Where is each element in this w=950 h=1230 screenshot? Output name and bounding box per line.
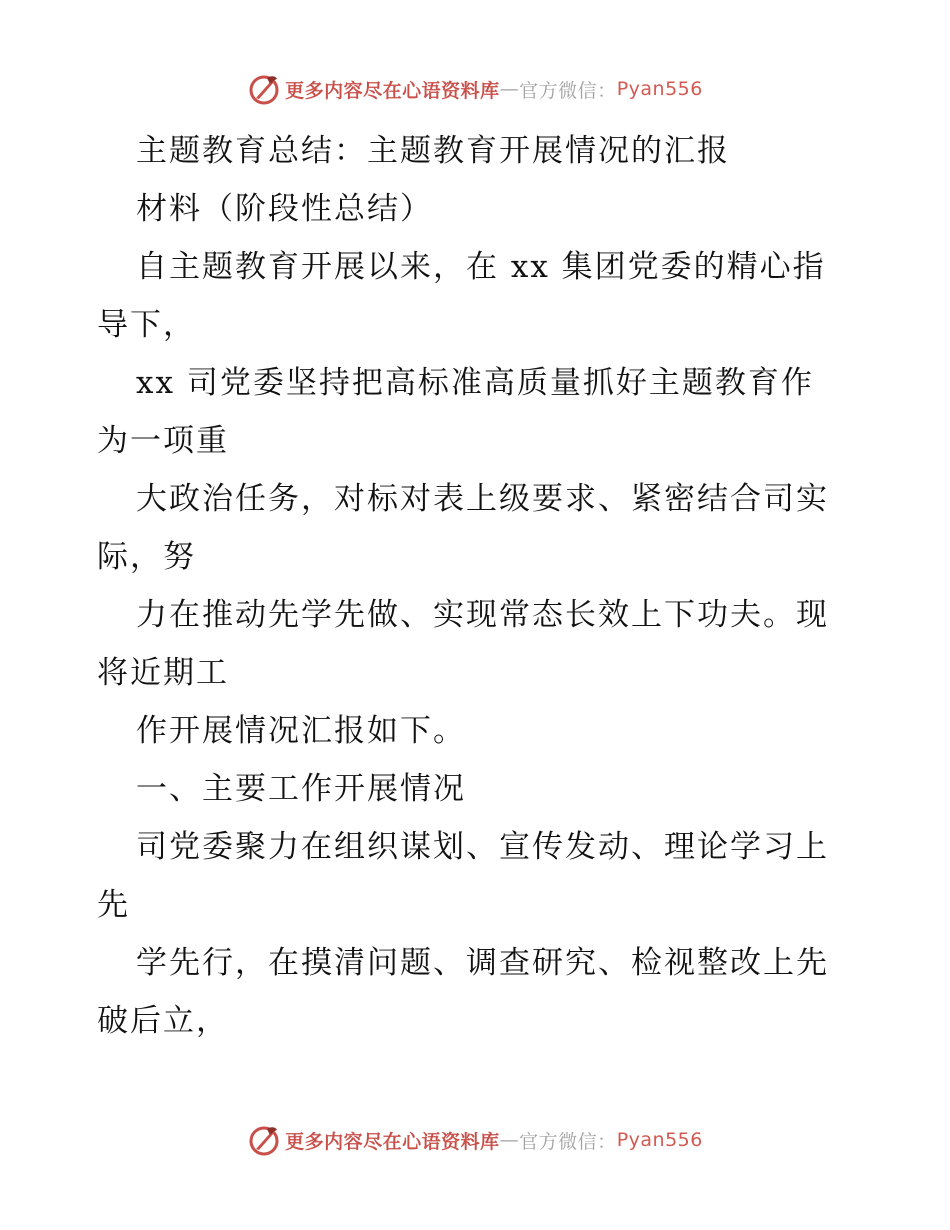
doc-paragraph-line: 际，努: [97, 539, 196, 575]
watermark-header: [0, 69, 950, 109]
doc-paragraph-line: 导下，: [97, 307, 196, 343]
doc-paragraph-line: 将近期工: [97, 655, 229, 691]
doc-paragraph-line: 大政治任务，对标对表上级要求、紧密结合司实: [136, 481, 829, 517]
doc-paragraph-line: 为一项重: [97, 423, 229, 459]
doc-paragraph-line: 力在推动先学先做、实现常态长效上下功夫。现: [136, 597, 829, 633]
watermark-brand-text: 更多内容尽在心语资料库: [285, 79, 500, 102]
doc-paragraph-line: 作开展情况汇报如下。: [136, 713, 466, 749]
doc-paragraph-line: 破后立，: [97, 1003, 229, 1039]
document-body: [97, 122, 857, 1050]
doc-paragraph-line: 司党委聚力在组织谋划、宣传发动、理论学习上: [136, 829, 829, 865]
doc-paragraph-line: xx 司党委坚持把高标准高质量抓好主题教育作: [136, 365, 814, 401]
watermark-official-label: 官方微信：: [519, 1130, 617, 1153]
doc-paragraph-line: 学先行，在摸清问题、调查研究、检视整改上先: [136, 945, 829, 981]
watermark-footer: [0, 1120, 950, 1160]
doc-paragraph-line: 先: [97, 887, 130, 923]
doc-title-line-2: 材料（阶段性总结）: [136, 191, 433, 227]
doc-paragraph-line: 自主题教育开展以来，在 xx 集团党委的精心指: [136, 249, 826, 285]
watermark-dash: —: [499, 1129, 520, 1151]
watermark-wechat-id: Pyan556: [616, 1129, 703, 1151]
watermark-dash: —: [499, 78, 520, 100]
quill-logo-icon: [247, 1123, 281, 1157]
quill-logo-icon: [247, 72, 281, 106]
watermark-brand-text: 更多内容尽在心语资料库: [285, 1130, 500, 1153]
watermark-official-label: 官方微信：: [519, 79, 617, 102]
doc-title-line-1: 主题教育总结：主题教育开展情况的汇报: [136, 133, 730, 169]
doc-section-heading: 一、主要工作开展情况: [136, 771, 466, 807]
watermark-wechat-id: Pyan556: [616, 78, 703, 100]
